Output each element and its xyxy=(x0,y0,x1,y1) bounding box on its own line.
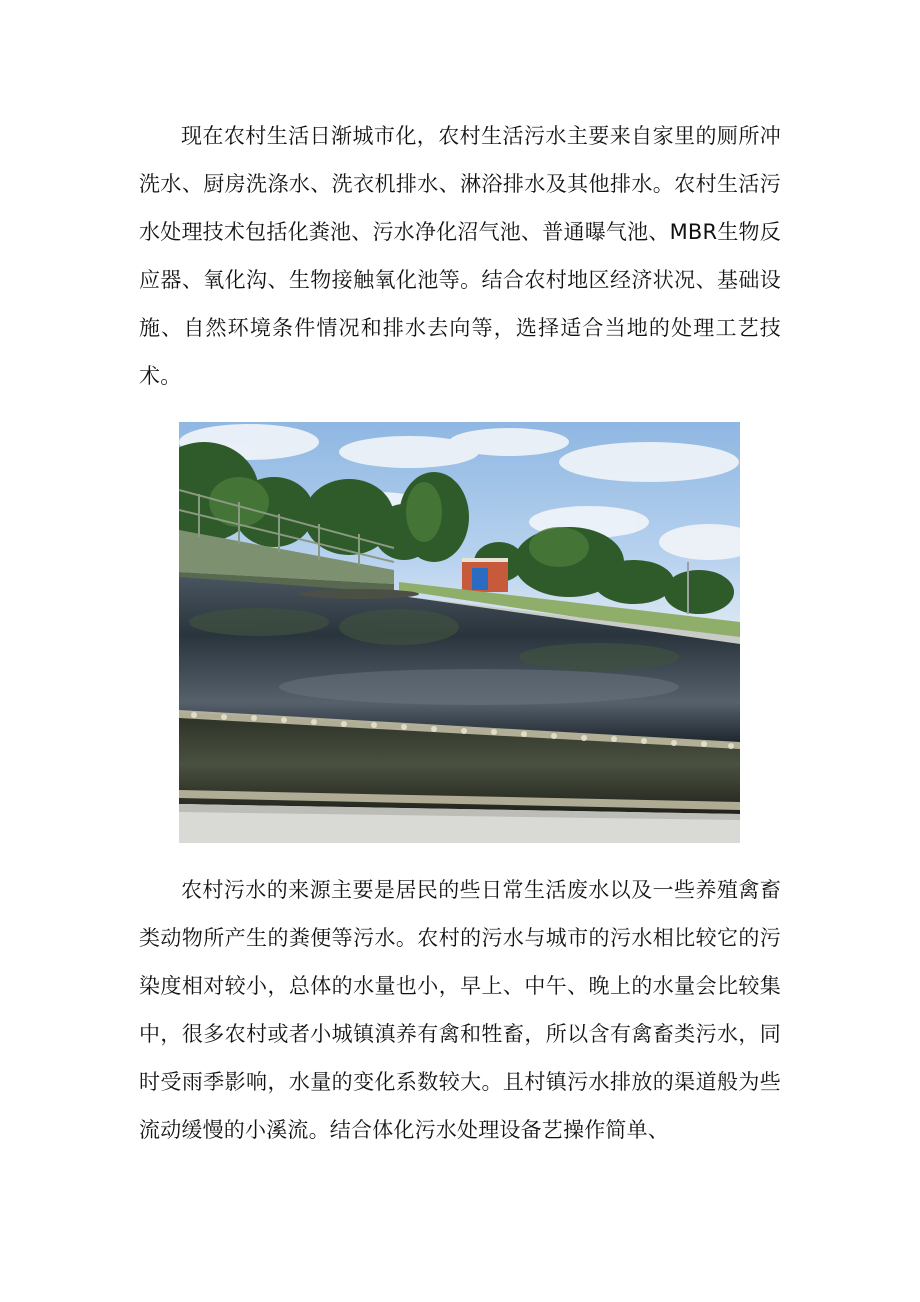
paragraph-1: 现在农村生活日渐城市化，农村生活污水主要来自家里的厕所冲洗水、厨房洗涤水、洗衣机排水、淋浴排水及其他排水。农村生活污水处理技术包括化粪池、污水净化沼气池、普通曝气池、MBR生物反应器、氧化沟、生物接触氧化池等。结合农村地区经济状况、基础设施、自然环境条件情况和排水去向等，选择适合当地的处理工艺技术。 xyxy=(139,124,781,388)
wastewater-tank-photo xyxy=(179,422,740,843)
paragraph-2: 农村污水的来源主要是居民的些日常生活废水以及一些养殖禽畜类动物所产生的粪便等污水。农村的污水与城市的污水相比较它的污染度相对较小，总体的水量也小，早上、中午、晚上的水量会比较集中，很多农村或者小城镇滇养有禽和牲畜，所以含有禽畜类污水，同时受雨季影响，水量的变化系数较大。且村镇污水排放的渠道般为些流动缓慢的小溪流。结合体化污水处理设备艺操作简单、 xyxy=(139,878,781,1142)
